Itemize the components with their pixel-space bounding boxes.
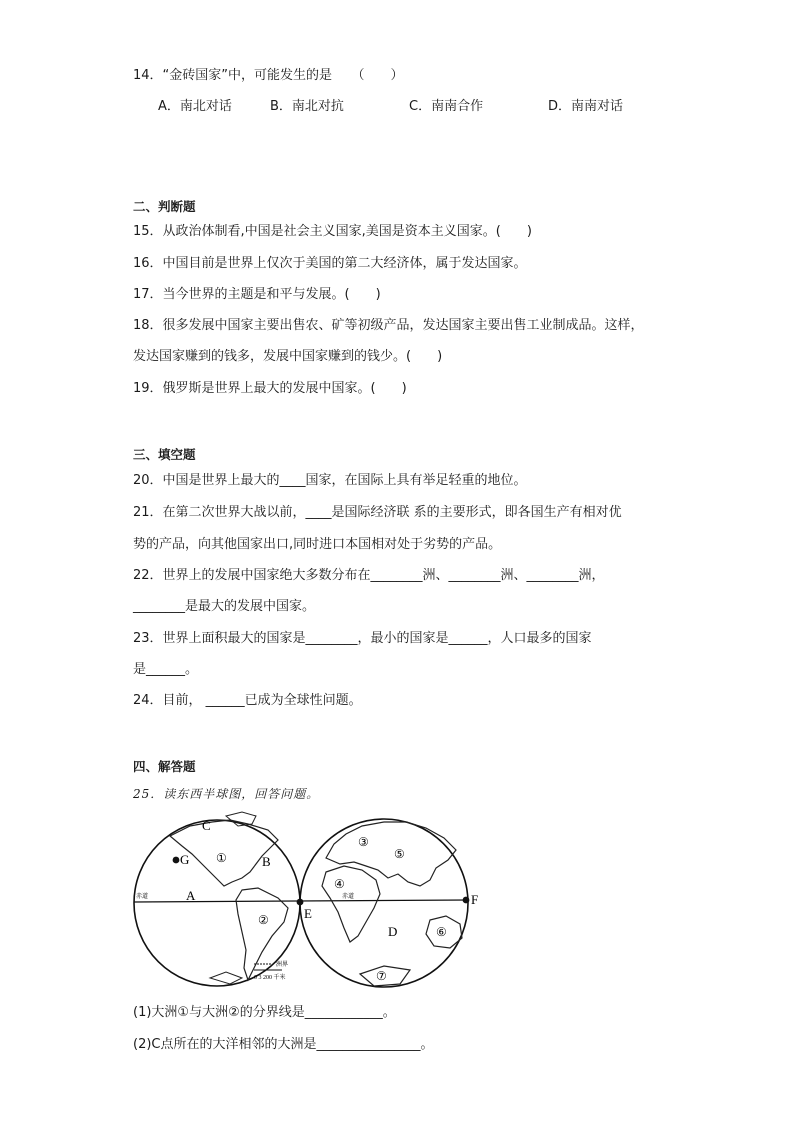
section3-title: 三、填空题	[133, 447, 196, 462]
label-e: E	[304, 906, 312, 921]
equator-label-left: 赤道	[136, 894, 149, 900]
q20: 20．中国是世界上最大的____国家，在国际上具有举足轻重的地位。	[133, 473, 527, 488]
label-b: B	[262, 854, 271, 869]
scale-text: 0 3 200 千米	[254, 975, 286, 981]
point-g-dot	[173, 857, 180, 864]
q14-option-c: C．南南合作	[409, 99, 484, 114]
q19: 19．俄罗斯是世界上最大的发展中国家。( )	[133, 381, 407, 396]
africa-shape	[322, 866, 380, 942]
q17: 17．当今世界的主题是和平与发展。( )	[133, 287, 381, 302]
q22-line2: ________是最大的发展中国家。	[133, 599, 316, 614]
label-continent-2: ②	[258, 913, 269, 927]
label-continent-3: ③	[358, 835, 369, 849]
label-continent-1: ①	[216, 851, 227, 865]
q25-sub-1: (1)大洲①与大洲②的分界线是____________。	[133, 1005, 396, 1020]
q14-stem: 14．“金砖国家”中，可能发生的是 （ ）	[133, 68, 404, 83]
q25-stem: 25．读东西半球图，回答问题。	[133, 787, 320, 801]
label-g: G	[180, 852, 190, 867]
q21-line2: 势的产品，向其他国家出口,同时进口本国相对处于劣势的产品。	[133, 537, 502, 552]
label-continent-4: ④	[334, 877, 345, 891]
label-continent-5: ⑤	[394, 847, 405, 861]
q23-line2: 是______。	[133, 662, 199, 677]
eastern-hemisphere-circle	[300, 819, 468, 987]
eurasia-shape	[326, 822, 456, 886]
label-c: C	[202, 818, 211, 833]
equator-label-right: 赤道	[342, 894, 355, 900]
label-d: D	[388, 924, 398, 939]
q22-line1: 22．世界上的发展中国家绝大多数分布在________洲、________洲、________洲，	[133, 568, 605, 583]
section4-title: 四、解答题	[133, 759, 196, 774]
label-a: A	[186, 888, 196, 903]
label-continent-7: ⑦	[376, 969, 387, 983]
q16: 16．中国目前是世界上仅次于美国的第二大经济体，属于发达国家。	[133, 256, 527, 271]
label-f: F	[471, 892, 479, 907]
section2-title: 二、判断题	[133, 199, 196, 214]
antarctica-west-shape	[210, 972, 242, 984]
legend-text: 洲界	[276, 962, 289, 968]
q14-option-d: D．南南对话	[548, 99, 624, 114]
q18-line2: 发达国家赚到的钱多，发展中国家赚到的钱少。( )	[133, 349, 443, 364]
point-e-dot	[297, 899, 304, 906]
q23-line1: 23．世界上面积最大的国家是________，最小的国家是______，人口最多的国家	[133, 631, 592, 646]
label-continent-6: ⑥	[436, 925, 447, 939]
q14-option-a: A．南北对话	[158, 99, 232, 114]
q15: 15．从政治体制看,中国是社会主义国家,美国是资本主义国家。( )	[133, 224, 532, 239]
q21-line1: 21．在第二次世界大战以前，____是国际经济联 系的主要形式，即各国生产有相对优	[133, 505, 622, 520]
q14-option-b: B．南北对抗	[270, 99, 344, 114]
q18-line1: 18．很多发展中国家主要出售农、矿等初级产品，发达国家主要出售工业制成品。这样，	[133, 318, 644, 333]
point-f-dot	[463, 897, 470, 904]
q24: 24．目前， ______已成为全球性问题。	[133, 693, 362, 708]
hemisphere-map	[130, 808, 490, 1008]
q25-sub-2: (2)C点所在的大洋相邻的大洲是________________。	[133, 1037, 434, 1052]
